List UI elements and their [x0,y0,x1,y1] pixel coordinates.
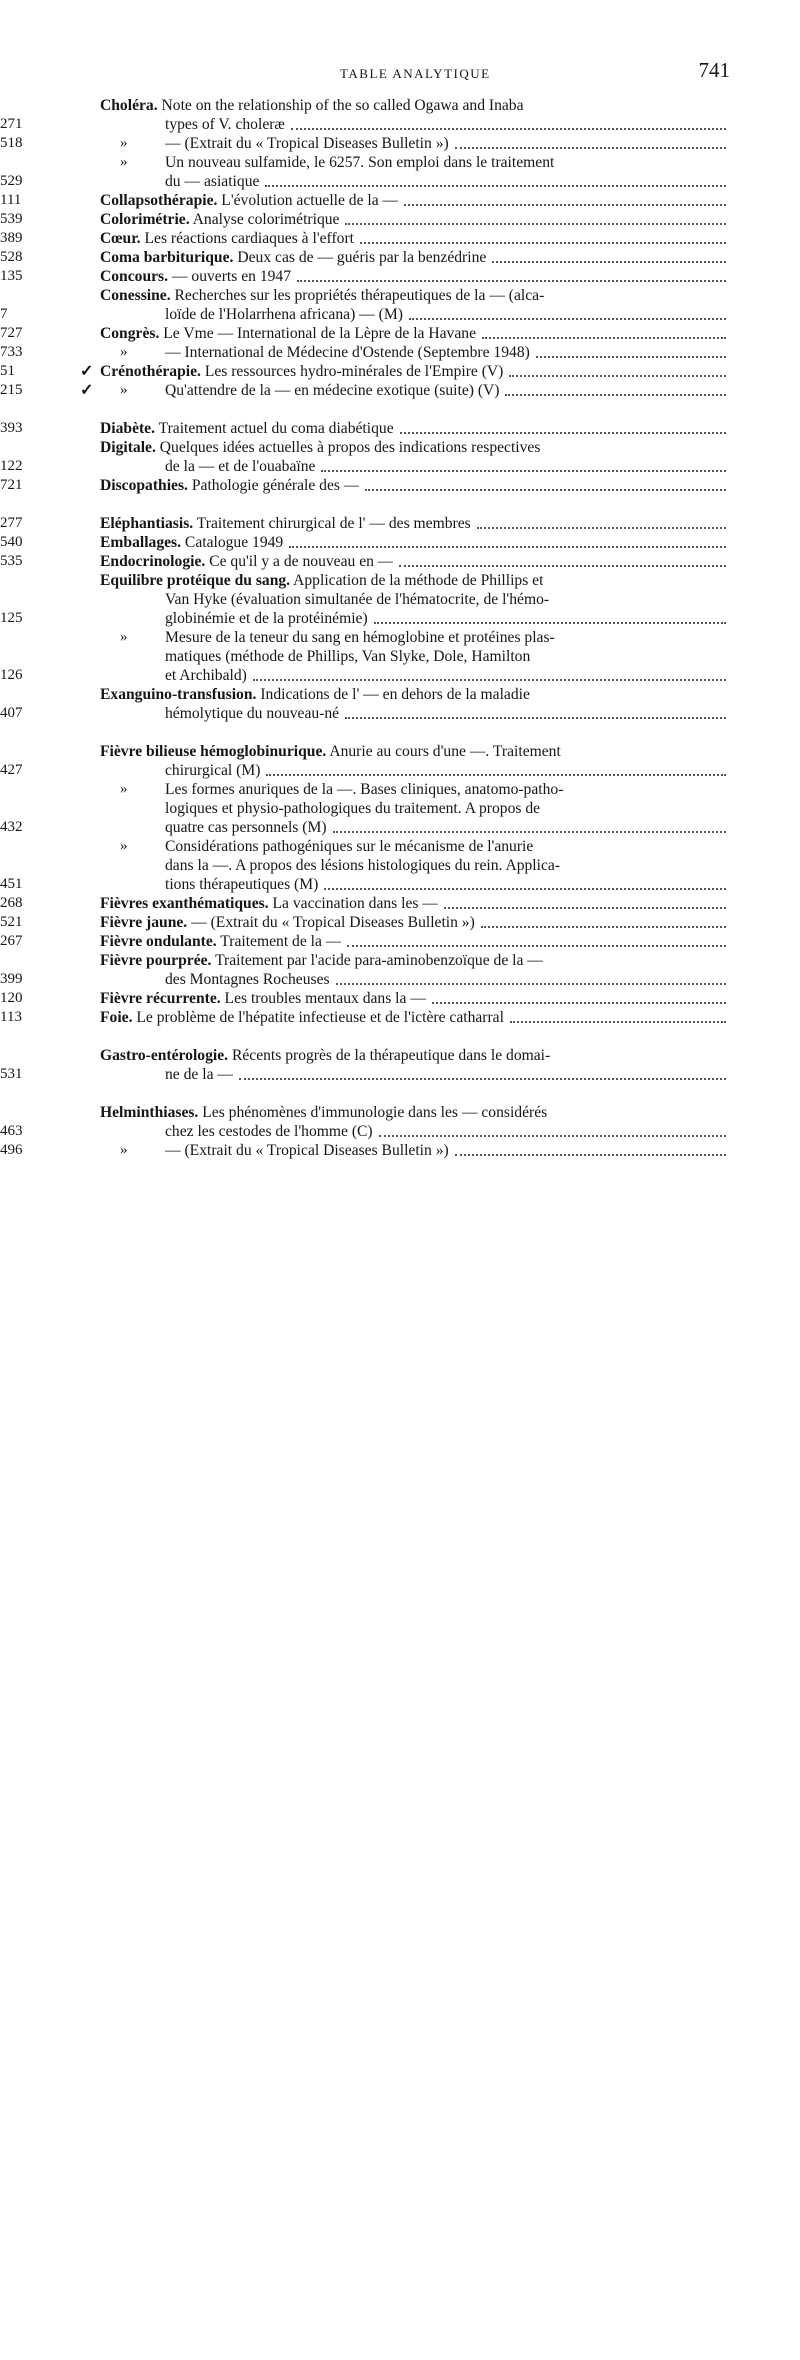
index-entry [0,229,800,248]
entry-heading: Colorimétrie. [100,211,190,228]
entry-page-number: 389 [0,230,23,246]
entry-body: loïde de l'Holarrhena africana) — (M) [165,306,403,323]
entry-body: globinémie et de la protéinémie) [165,610,368,627]
entry-body: Les réactions cardiaques à l'effort [144,230,354,247]
entry-heading: Fièvre jaune. [100,914,188,931]
entry-text [100,96,524,115]
index-entry [0,172,800,191]
entry-body: Les ressources hydro-minérales de l'Empire (V) [204,363,504,380]
index-entry [0,799,800,818]
entry-page-number: 531 [0,1066,23,1082]
entry-body: Les troubles mentaux dans la — [224,990,426,1007]
entry-text [100,742,561,761]
entry-body: Traitement chirurgical de l' — des membres [196,515,471,532]
entry-page-number: 451 [0,876,23,892]
entry-heading: Fièvre pourprée. [100,952,212,969]
entry-page-number: 135 [0,268,23,284]
entry-body: — (Extrait du « Tropical Diseases Bulletin ») [165,1142,449,1159]
entry-heading: Discopathies. [100,477,188,494]
index-entry [0,381,800,400]
entry-heading: Conessine. [100,287,171,304]
entry-heading: Gastro-entérologie. [100,1047,229,1064]
entry-heading: Fièvre récurrente. [100,990,221,1007]
entry-page-number: 528 [0,249,23,265]
entry-text [100,438,540,457]
entry-heading: Helminthiases. [100,1104,199,1121]
entry-page-number: 125 [0,610,23,626]
entry-body: de la — et de l'ouabaïne [165,458,316,475]
entry-body: Qu'attendre de la — en médecine exotique (suite) (V) [165,382,500,399]
entry-page-number: 51 [0,363,15,379]
index-entry [0,818,800,837]
index-entry [0,647,800,666]
entry-body: des Montagnes Rocheuses [165,971,330,988]
entry-heading: Collapsothérapie. [100,192,218,209]
index-entry [0,552,800,571]
entry-body: — ouverts en 1947 [171,268,292,285]
entry-page-number: 277 [0,515,23,531]
index-entry [0,1103,800,1122]
entry-page-number: 120 [0,990,23,1006]
entry-heading: Fièvre bilieuse hémoglobinurique. [100,743,327,760]
entry-page-number: 393 [0,420,23,436]
index-entry [0,362,800,381]
entry-body: et Archibald) [165,667,247,684]
entry-heading: Foie. [100,1009,133,1026]
entry-heading: Equilibre protéique du sang. [100,572,291,589]
entry-heading: Crénothérapie. [100,363,201,380]
entry-text [165,647,530,666]
index-entry [0,267,800,286]
index-entry [0,780,800,799]
index-entry [0,1008,800,1027]
page-header [0,58,800,88]
entry-body: Recherches sur les propriétés thérapeutiques de la — (alca- [174,287,545,304]
index-entry [0,1141,800,1160]
index-entry [0,932,800,951]
check-mark-icon: ✓ [80,363,94,380]
entry-page-number: 399 [0,971,23,987]
index-entry [0,210,800,229]
entry-heading: Concours. [100,268,169,285]
index-entry [0,1065,800,1084]
entry-body: matiques (méthode de Phillips, Van Slyke, Dole, Hamilton [165,648,531,665]
entry-heading: Coma barbiturique. [100,249,234,266]
entry-body: Anurie au cours d'une —. Traitement [329,743,561,760]
ditto-mark: » [120,838,128,854]
index-entry [0,115,800,134]
entry-body: Pathologie générale des — [191,477,360,494]
index-entry [0,590,800,609]
entry-body: — International de Médecine d'Ostende (Septembre 1948) [165,344,530,361]
entry-text [165,780,563,799]
entry-text [100,951,543,970]
entry-body: Mesure de la teneur du sang en hémoglobine et protéines plas- [165,629,555,646]
index-entry [0,514,800,533]
entry-text [165,837,533,856]
index-entry [0,419,800,438]
entry-page-number: 721 [0,477,23,493]
entry-page-number: 521 [0,914,23,930]
entry-body: Le problème de l'hépatite infectieuse et de l'ictère catharral [136,1009,504,1026]
entry-heading: Exanguino-transfusion. [100,686,257,703]
entry-body: Traitement par l'acide para-aminobenzoïque de la — [215,952,543,969]
entry-body: La vaccination dans les — [272,895,438,912]
entry-page-number: 215 [0,382,23,398]
index-entry [0,305,800,324]
entry-heading: Choléra. [100,97,158,114]
entry-body: quatre cas personnels (M) [165,819,327,836]
entry-heading: Fièvres exanthématiques. [100,895,269,912]
entry-page-number: 518 [0,135,23,151]
entry-page-number: 7 [0,306,8,322]
index-entry [0,96,800,115]
entry-heading: Endocrinologie. [100,553,206,570]
index-entry [0,324,800,343]
entry-text [165,799,540,818]
index-entry [0,989,800,1008]
entry-heading: Fièvre ondulante. [100,933,217,950]
entry-page-number: 407 [0,705,23,721]
entry-body: Note on the relationship of the so called Ogawa and Inaba [161,97,524,114]
entry-body: Ce qu'il y a de nouveau en — [209,553,394,570]
index-entry [0,571,800,590]
ditto-mark: » [120,382,128,398]
entry-text [100,571,543,590]
index-entry [0,457,800,476]
entry-heading: Eléphantiasis. [100,515,194,532]
index-entry [0,134,800,153]
entry-body: ne de la — [165,1066,233,1083]
entry-page-number: 113 [0,1009,22,1025]
index-entry [0,1046,800,1065]
index-entry [0,761,800,780]
index-entry [0,609,800,628]
entry-page-number: 111 [0,192,22,208]
entry-page-number: 271 [0,116,23,132]
entry-body: Traitement actuel du coma diabétique [158,420,394,437]
entry-page-number: 268 [0,895,23,911]
entry-heading: Cœur. [100,230,141,247]
entry-page-number: 267 [0,933,23,949]
entry-body: Van Hyke (évaluation simultanée de l'hématocrite, de l'hémo- [165,591,550,608]
entry-body: Considérations pathogéniques sur le mécanisme de l'anurie [165,838,534,855]
entry-body: dans la —. A propos des lésions histologiques du rein. Applica- [165,857,561,874]
ditto-mark: » [120,781,128,797]
entry-page-number: 733 [0,344,23,360]
entry-body: Deux cas de — guéris par la benzédrine [237,249,487,266]
index-entry [0,286,800,305]
entry-body: — (Extrait du « Tropical Diseases Bulletin ») [191,914,475,931]
entry-page-number: 529 [0,173,23,189]
ditto-mark: » [120,629,128,645]
entry-heading: Congrès. [100,325,160,342]
entry-text [100,1103,547,1122]
running-title: TABLE ANALYTIQUE [340,66,491,81]
entry-page-number: 463 [0,1123,23,1139]
index-entry [0,951,800,970]
entry-page-number: 126 [0,667,23,683]
index-entry [0,875,800,894]
index-entry [0,153,800,172]
index-entry [0,704,800,723]
index-entry [0,742,800,761]
entry-text [165,856,560,875]
entry-body: Un nouveau sulfamide, le 6257. Son emploi dans le traitement [165,154,555,171]
index-entry [0,533,800,552]
entry-body: Traitement de la — [220,933,342,950]
check-mark-icon: ✓ [80,382,94,399]
entry-body: chez les cestodes de l'homme (C) [165,1123,373,1140]
entry-body: chirurgical (M) [165,762,261,779]
analytic-index [0,96,800,1160]
entry-text [165,153,554,172]
entry-body: Indications de l' — en dehors de la maladie [260,686,530,703]
ditto-mark: » [120,135,128,151]
entry-page-number: 539 [0,211,23,227]
index-entry [0,856,800,875]
entry-heading: Diabète. [100,420,155,437]
entry-page-number: 727 [0,325,23,341]
entry-body: tions thérapeutiques (M) [165,876,319,893]
entry-text [100,286,544,305]
entry-page-number: 540 [0,534,23,550]
entry-page-number: 427 [0,762,23,778]
entry-body: du — asiatique [165,173,260,190]
entry-body: logiques et physio-pathologiques du traitement. A propos de [165,800,541,817]
index-entry [0,628,800,647]
entry-page-number: 535 [0,553,23,569]
entry-text [165,628,555,647]
index-entry [0,685,800,704]
entry-page-number: 122 [0,458,23,474]
entry-body: Récents progrès de la thérapeutique dans le domai- [231,1047,551,1064]
index-entry [0,248,800,267]
index-entry [0,191,800,210]
entry-body: Les formes anuriques de la —. Bases cliniques, anatomo-patho- [165,781,564,798]
index-entry [0,476,800,495]
entry-body: — (Extrait du « Tropical Diseases Bulletin ») [165,135,449,152]
index-entry [0,343,800,362]
index-entry [0,970,800,989]
ditto-mark: » [120,344,128,360]
ditto-mark: » [120,154,128,170]
entry-body: Quelques idées actuelles à propos des indications respectives [159,439,541,456]
entry-text [100,685,530,704]
entry-body: Application de la méthode de Phillips et [293,572,544,589]
entry-body: Catalogue 1949 [184,534,284,551]
entry-text [165,590,549,609]
entry-text [100,1046,550,1065]
page-number: 741 [698,58,730,82]
index-entry [0,1122,800,1141]
entry-body: Le Vme — International de la Lèpre de la Havane [163,325,476,342]
index-entry [0,438,800,457]
entry-body: hémolytique du nouveau-né [165,705,340,722]
entry-body: L'évolution actuelle de la — [221,192,399,209]
index-entry [0,913,800,932]
entry-body: Analyse colorimétrique [192,211,340,228]
index-entry [0,894,800,913]
entry-heading: Digitale. [100,439,156,456]
index-entry [0,837,800,856]
entry-page-number: 432 [0,819,23,835]
entry-body: types of V. choleræ [165,116,285,133]
entry-page-number: 496 [0,1142,23,1158]
ditto-mark: » [120,1142,128,1158]
entry-body: Les phénomènes d'immunologie dans les — considérés [202,1104,548,1121]
entry-heading: Emballages. [100,534,182,551]
index-entry [0,666,800,685]
